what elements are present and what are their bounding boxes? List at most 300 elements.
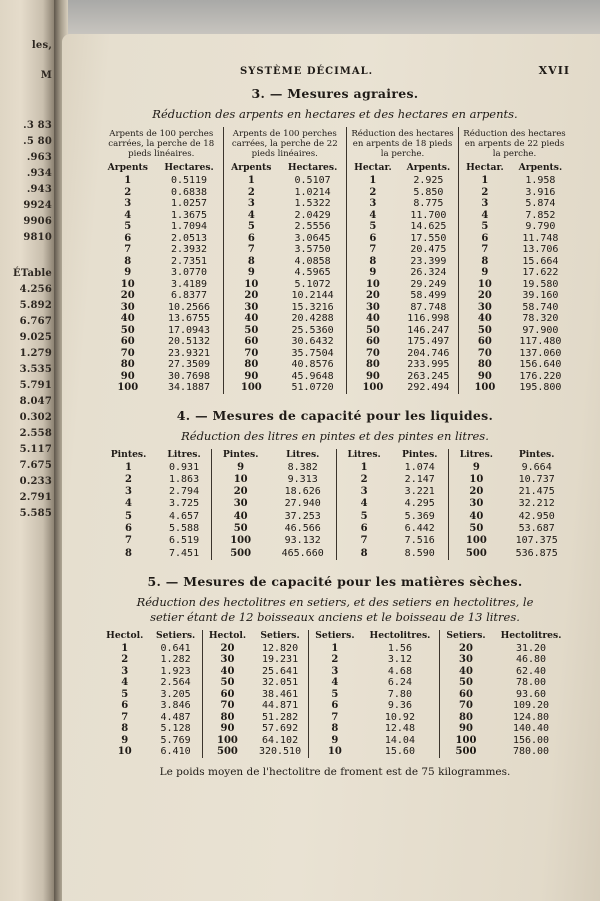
left-page-text-fragment: .3 83 [23,120,52,131]
table-row [100,348,570,360]
table-cell: 117.480 [519,336,562,347]
running-title: SYSTÈME DÉCIMAL. [240,66,374,77]
table-cell: 100 [439,735,492,747]
table-cell: 116.998 [407,313,450,324]
table-cell: 38.461 [261,688,299,700]
table-cell: 500 [449,548,503,560]
table-cell: 87.748 [410,301,447,313]
table-cell: 9 [212,462,270,474]
table-cell: 263.245 [407,370,450,382]
table-cell: 90 [120,370,135,382]
table-cell: 1.56 [387,642,412,654]
table-cell: 60 [223,336,279,348]
table-cell: 3.5750 [294,244,331,255]
table-cell: 6 [337,523,391,535]
table-cell: 4 [124,209,132,221]
table-row [100,233,570,245]
table-cell: 3.725 [168,498,200,510]
table-cell: 70 [459,348,511,360]
table-cell: 80 [347,359,399,371]
column-header: Hectolitres. [500,629,562,641]
table-cell: 11.700 [410,209,447,221]
table-cell: 1.074 [404,461,435,473]
table-cell: 30.7698 [167,370,211,382]
table-row [100,336,570,348]
table-cell: 6 [223,233,279,245]
table-cell: 465.660 [281,547,324,559]
section-3-title: 3. — Mesures agraires. [251,86,419,101]
table-cell: 19.580 [522,278,559,290]
left-page-text-fragment: 5.117 [19,444,52,455]
left-page-text-fragment: 9.025 [19,332,52,343]
table-row [100,187,570,199]
table-cell: 5.588 [168,522,200,534]
table-cell: 0.5107 [294,175,331,186]
table-cell: 70 [347,348,399,360]
table-cell: 13.6755 [167,313,211,324]
table-cell: 7 [124,244,132,255]
table-cell: 20.475 [410,244,447,255]
table-cell: 4 [125,498,132,510]
table-cell: 1 [223,175,279,187]
table-cell: 20.4288 [291,313,334,324]
column-header: Arpents [223,162,279,175]
table-cell: 97.900 [522,324,559,336]
table-cell: 15.664 [522,255,559,267]
table-cell: 3.221 [404,486,435,498]
table-cell: 100 [202,735,252,747]
table-row [100,325,570,337]
table-cell: 8 [347,256,399,268]
table-cell: 34.1887 [167,382,211,393]
table-cell: 6 [125,522,132,534]
table-cell: 5 [125,510,132,522]
table-cell: 6.8377 [170,290,208,301]
running-header [100,64,570,82]
table-row [100,474,570,486]
table-cell: 30 [439,654,492,666]
table-cell: 30 [202,654,252,666]
column-header: Setiers. [155,629,196,641]
left-page-text-fragment: 9924 [23,200,52,211]
table-cell: 2.0513 [170,232,208,244]
table-cell: 80 [223,359,279,371]
table-cell: 1.923 [160,665,191,677]
table-cell: 3.0645 [294,232,331,244]
table-cell: 0.6838 [170,186,208,198]
table-cell: 107.375 [515,535,558,547]
left-page-text-fragment: 3.535 [19,364,52,375]
table-cell: 6 [459,233,511,245]
column-header: Pintes. [518,448,555,460]
table-cell: 2.794 [168,486,200,498]
table-cell: 6.442 [404,522,435,534]
table-cell: 5 [124,221,132,232]
table-row [100,486,570,498]
table-cell: 5.850 [413,186,444,198]
column-header: Hectol. [106,629,144,641]
table-row [100,735,570,747]
left-page-text-fragment: 9906 [23,216,52,227]
table-cell: 90 [202,723,252,735]
table-cell: 8.382 [287,461,318,473]
group-header: Réduction des hectares en arpents de 22 pieds la perche. [459,127,571,162]
table-cell: 45.9648 [291,370,334,382]
column-header: Hectares. [287,162,338,173]
table-cell: 70 [202,700,252,712]
table-cell: 5 [459,221,511,233]
page-folio: XVII [538,64,570,77]
table-row [100,221,570,233]
table-cell: 50 [223,325,279,337]
table-cell: 90 [347,371,399,383]
column-header: Hectar. [347,162,399,175]
left-page-text-fragment: 5.892 [19,300,52,311]
left-page-text-fragment: 0.302 [19,412,52,423]
table-row [100,302,570,314]
section-4-title: 4. — Mesures de capacité pour les liquides. [176,407,494,423]
table-cell: 14.625 [410,221,447,232]
table-cell: 90 [223,371,279,383]
table-cell: 7 [459,244,511,256]
table-cell: 1 [337,462,391,474]
table-cell: 30 [449,498,503,510]
table-cell: 3.846 [160,700,191,712]
table-cell: 60 [459,336,511,348]
table-cell: 29.249 [410,278,447,290]
table-row [100,256,570,268]
table-cell: 93.132 [284,535,321,547]
table-cell: 2 [223,187,279,199]
table-cell: 30 [347,302,399,314]
table-cell: 15.60 [384,746,415,758]
table-row [100,175,570,187]
table-cell: 10 [347,279,399,291]
table-row [100,198,570,210]
table-cell: 8.590 [404,547,435,559]
table-cell: 70 [223,348,279,360]
table-cell: 233.995 [407,359,450,370]
table-cell: 40 [120,313,135,324]
table-cell: 3 [124,198,132,209]
table-cell: 8 [223,256,279,268]
table-cell: 20 [120,290,135,301]
table-cell: 60 [439,689,492,701]
table-cell: 57.692 [261,723,299,735]
left-page-text-fragment: .934 [26,168,52,179]
table-row [100,511,570,523]
table-cell: 9.664 [521,461,552,473]
table-cell: 20 [212,486,270,498]
table-cell: 62.40 [515,665,547,677]
book-page [62,34,600,901]
table-cell: 12.48 [384,723,415,735]
left-page-text-fragment: .5 80 [23,136,52,147]
agrarian-measures-table [100,127,570,394]
table-cell: 20.5132 [167,336,211,347]
table-cell: 8 [121,723,129,735]
table-cell: 11.748 [522,232,559,244]
table-cell: 536.875 [515,547,558,559]
table-row [100,535,570,547]
column-header: Litres. [286,448,320,460]
table-cell: 10 [449,474,503,486]
table-cell: 2 [347,187,399,199]
table-cell: 2 [125,473,132,485]
column-header: Setiers. [439,630,492,643]
table-cell: 6 [121,700,129,712]
table-cell: 100 [223,382,279,394]
table-cell: 4 [308,677,361,689]
table-cell: 42.950 [518,510,555,522]
table-cell: 292.494 [407,382,450,393]
table-cell: 31.20 [515,642,547,654]
table-cell: 9 [347,267,399,279]
table-row [100,244,570,256]
table-cell: 10 [223,279,279,291]
table-cell: 25.5360 [291,324,334,336]
table-cell: 9.313 [287,473,318,485]
table-cell: 20 [202,643,252,655]
table-cell: 3 [347,198,399,210]
table-cell: 156.00 [512,734,550,746]
table-cell: 4 [337,498,391,510]
column-header: Hectares. [164,162,214,173]
table-cell: 6.410 [160,746,191,758]
table-cell: 8 [124,255,132,267]
table-cell: 1.3675 [170,209,208,221]
table-cell: 6.24 [387,677,412,689]
table-cell: 195.800 [519,382,562,393]
table-body [100,175,570,394]
left-page-text-fragment: 4.256 [19,284,52,295]
table-row [100,643,570,655]
table-cell: 9.36 [387,700,412,712]
table-header-row [100,630,570,643]
table-cell: 0.641 [160,642,191,654]
table-cell: 3 [125,486,132,498]
table-cell: 40.8576 [291,359,334,370]
table-cell: 0.931 [168,461,200,473]
table-cell: 7.80 [387,688,412,700]
table-cell: 6 [347,233,399,245]
table-cell: 40 [202,666,252,678]
table-cell: 50 [202,677,252,689]
table-cell: 5 [308,689,361,701]
table-row [100,267,570,279]
table-cell: 53.687 [518,522,555,534]
table-cell: 500 [439,746,492,758]
table-cell: 7.451 [168,547,200,559]
table-cell: 9 [124,267,132,278]
column-header: Pintes. [110,448,147,460]
table-cell: 4 [121,677,129,689]
table-cell: 1 [459,175,511,187]
table-cell: 2.925 [413,175,444,186]
table-cell: 10 [308,746,361,758]
left-page-text-fragment: 2.791 [19,492,52,503]
table-cell: 9.790 [525,221,556,232]
table-cell: 50 [347,325,399,337]
table-cell: 320.510 [258,746,302,758]
table-cell: 40 [439,666,492,678]
section-4-subtitle: Réduction des litres en pintes et des pintes en litres. [181,428,489,443]
table-cell: 1 [124,175,132,186]
table-cell: 23.9321 [167,347,211,359]
table-cell: 3.4189 [170,278,208,290]
table-cell: 40 [347,313,399,325]
table-cell: 2.147 [404,473,435,485]
table-cell: 51.282 [261,711,299,723]
table-cell: 35.7504 [291,347,334,359]
table-cell: 5.128 [160,723,191,735]
table-cell: 100 [117,382,139,393]
table-cell: 5.874 [525,198,556,209]
column-header: Litres. [167,448,201,460]
table-cell: 2 [308,654,361,666]
table-cell: 4 [347,210,399,222]
table-cell: 9 [223,267,279,279]
table-cell: 70 [120,347,135,359]
table-cell: 1.863 [168,473,200,485]
table-row [100,700,570,712]
table-cell: 3 [337,486,391,498]
column-header: Arpents. [518,162,563,173]
table-cell: 93.60 [515,688,547,700]
table-cell: 2.5556 [294,221,331,232]
table-cell: 30 [459,302,511,314]
table-cell: 80 [459,359,511,371]
table-row [100,746,570,758]
table-cell: 5 [223,221,279,233]
table-cell: 100 [449,535,503,547]
table-cell: 12.820 [261,642,299,654]
table-cell: 2 [459,187,511,199]
table-cell: 7 [121,711,129,723]
table-cell: 2 [337,474,391,486]
table-row [100,712,570,724]
table-header-row [100,449,570,462]
table-cell: 27.940 [284,498,321,510]
table-row [100,359,570,371]
table-cell: 19.231 [261,654,299,666]
table-cell: 9 [449,462,503,474]
column-header: Setiers. [308,630,361,643]
table-cell: 4.295 [404,498,435,510]
left-page-text-fragment: 5.585 [19,508,52,519]
table-row [100,313,570,325]
table-cell: 4 [223,210,279,222]
table-cell: 27.3509 [167,359,211,370]
table-cell: 10 [212,474,270,486]
table-cell: 4 [459,210,511,222]
table-cell: 500 [202,746,252,758]
table-cell: 204.746 [407,347,450,359]
table-row [100,279,570,291]
table-cell: 40 [459,313,511,325]
table-body [100,462,570,560]
table-cell: 100 [459,382,511,394]
table-cell: 5 [337,511,391,523]
table-cell: 90 [459,371,511,383]
table-cell: 3 [121,665,129,677]
column-header: Hectolitres. [369,629,431,641]
table-cell: 8.775 [413,198,444,209]
table-cell: 21.475 [518,486,555,498]
table-cell: 50 [449,523,503,535]
table-cell: 20 [449,486,503,498]
table-cell: 8 [125,547,132,559]
table-cell: 9 [308,735,361,747]
column-header: Litres. [337,449,391,462]
table-cell: 4.5965 [294,267,331,278]
table-row [100,382,570,394]
table-cell: 32.051 [261,677,299,689]
left-page-text-fragment: ÉTable [13,268,52,279]
table-cell: 2.3932 [170,244,208,255]
table-cell: 32.212 [518,498,555,510]
table-cell: 10.737 [518,473,555,485]
table-cell: 3.916 [525,186,556,198]
table-cell: 60 [202,689,252,701]
section-5-title: 5. — Mesures de capacité pour les matières sèches. [147,573,523,589]
table-cell: 80 [202,712,252,724]
table-cell: 40 [212,511,270,523]
table-cell: 1 [121,642,129,654]
table-cell: 78.320 [522,313,559,324]
table-row [100,462,570,474]
table-cell: 64.102 [261,734,299,746]
left-page-text-fragment: M [40,70,52,81]
table-cell: 2 [124,186,132,198]
table-cell: 10 [117,746,132,758]
table-cell: 1 [347,175,399,187]
table-cell: 50 [459,325,511,337]
table-cell: 4.657 [168,510,200,522]
table-row [100,371,570,383]
table-cell: 6 [124,232,132,244]
liquid-capacity-table [100,449,570,560]
table-cell: 20 [459,290,511,302]
table-cell: 39.160 [522,290,559,301]
left-page-text-fragment: .943 [26,184,52,195]
table-cell: 156.640 [519,359,562,370]
table-cell: 5.769 [160,734,191,746]
column-header: Hectar. [459,162,511,175]
group-header: Arpents de 100 perches carrées, la perche de 22 pieds linéaires. [223,127,347,162]
table-cell: 2.7351 [170,255,208,267]
table-cell: 50 [439,677,492,689]
table-cell: 20 [347,290,399,302]
table-cell: 7 [223,244,279,256]
table-cell: 10.2566 [167,301,211,313]
table-cell: 37.253 [284,510,321,522]
table-row [100,290,570,302]
table-row [100,498,570,510]
left-page-text-fragment: 6.767 [19,316,52,327]
table-cell: 90 [439,723,492,735]
column-header: Setiers. [260,629,300,641]
column-header: Litres. [449,449,503,462]
table-cell: 3 [459,198,511,210]
table-cell: 46.80 [515,654,547,666]
table-cell: 7.852 [525,209,556,221]
table-cell: 175.497 [407,336,450,347]
table-cell: 140.40 [512,723,550,735]
table-cell: 70 [439,700,492,712]
table-cell: 80 [439,712,492,724]
table-cell: 14.04 [384,734,415,746]
